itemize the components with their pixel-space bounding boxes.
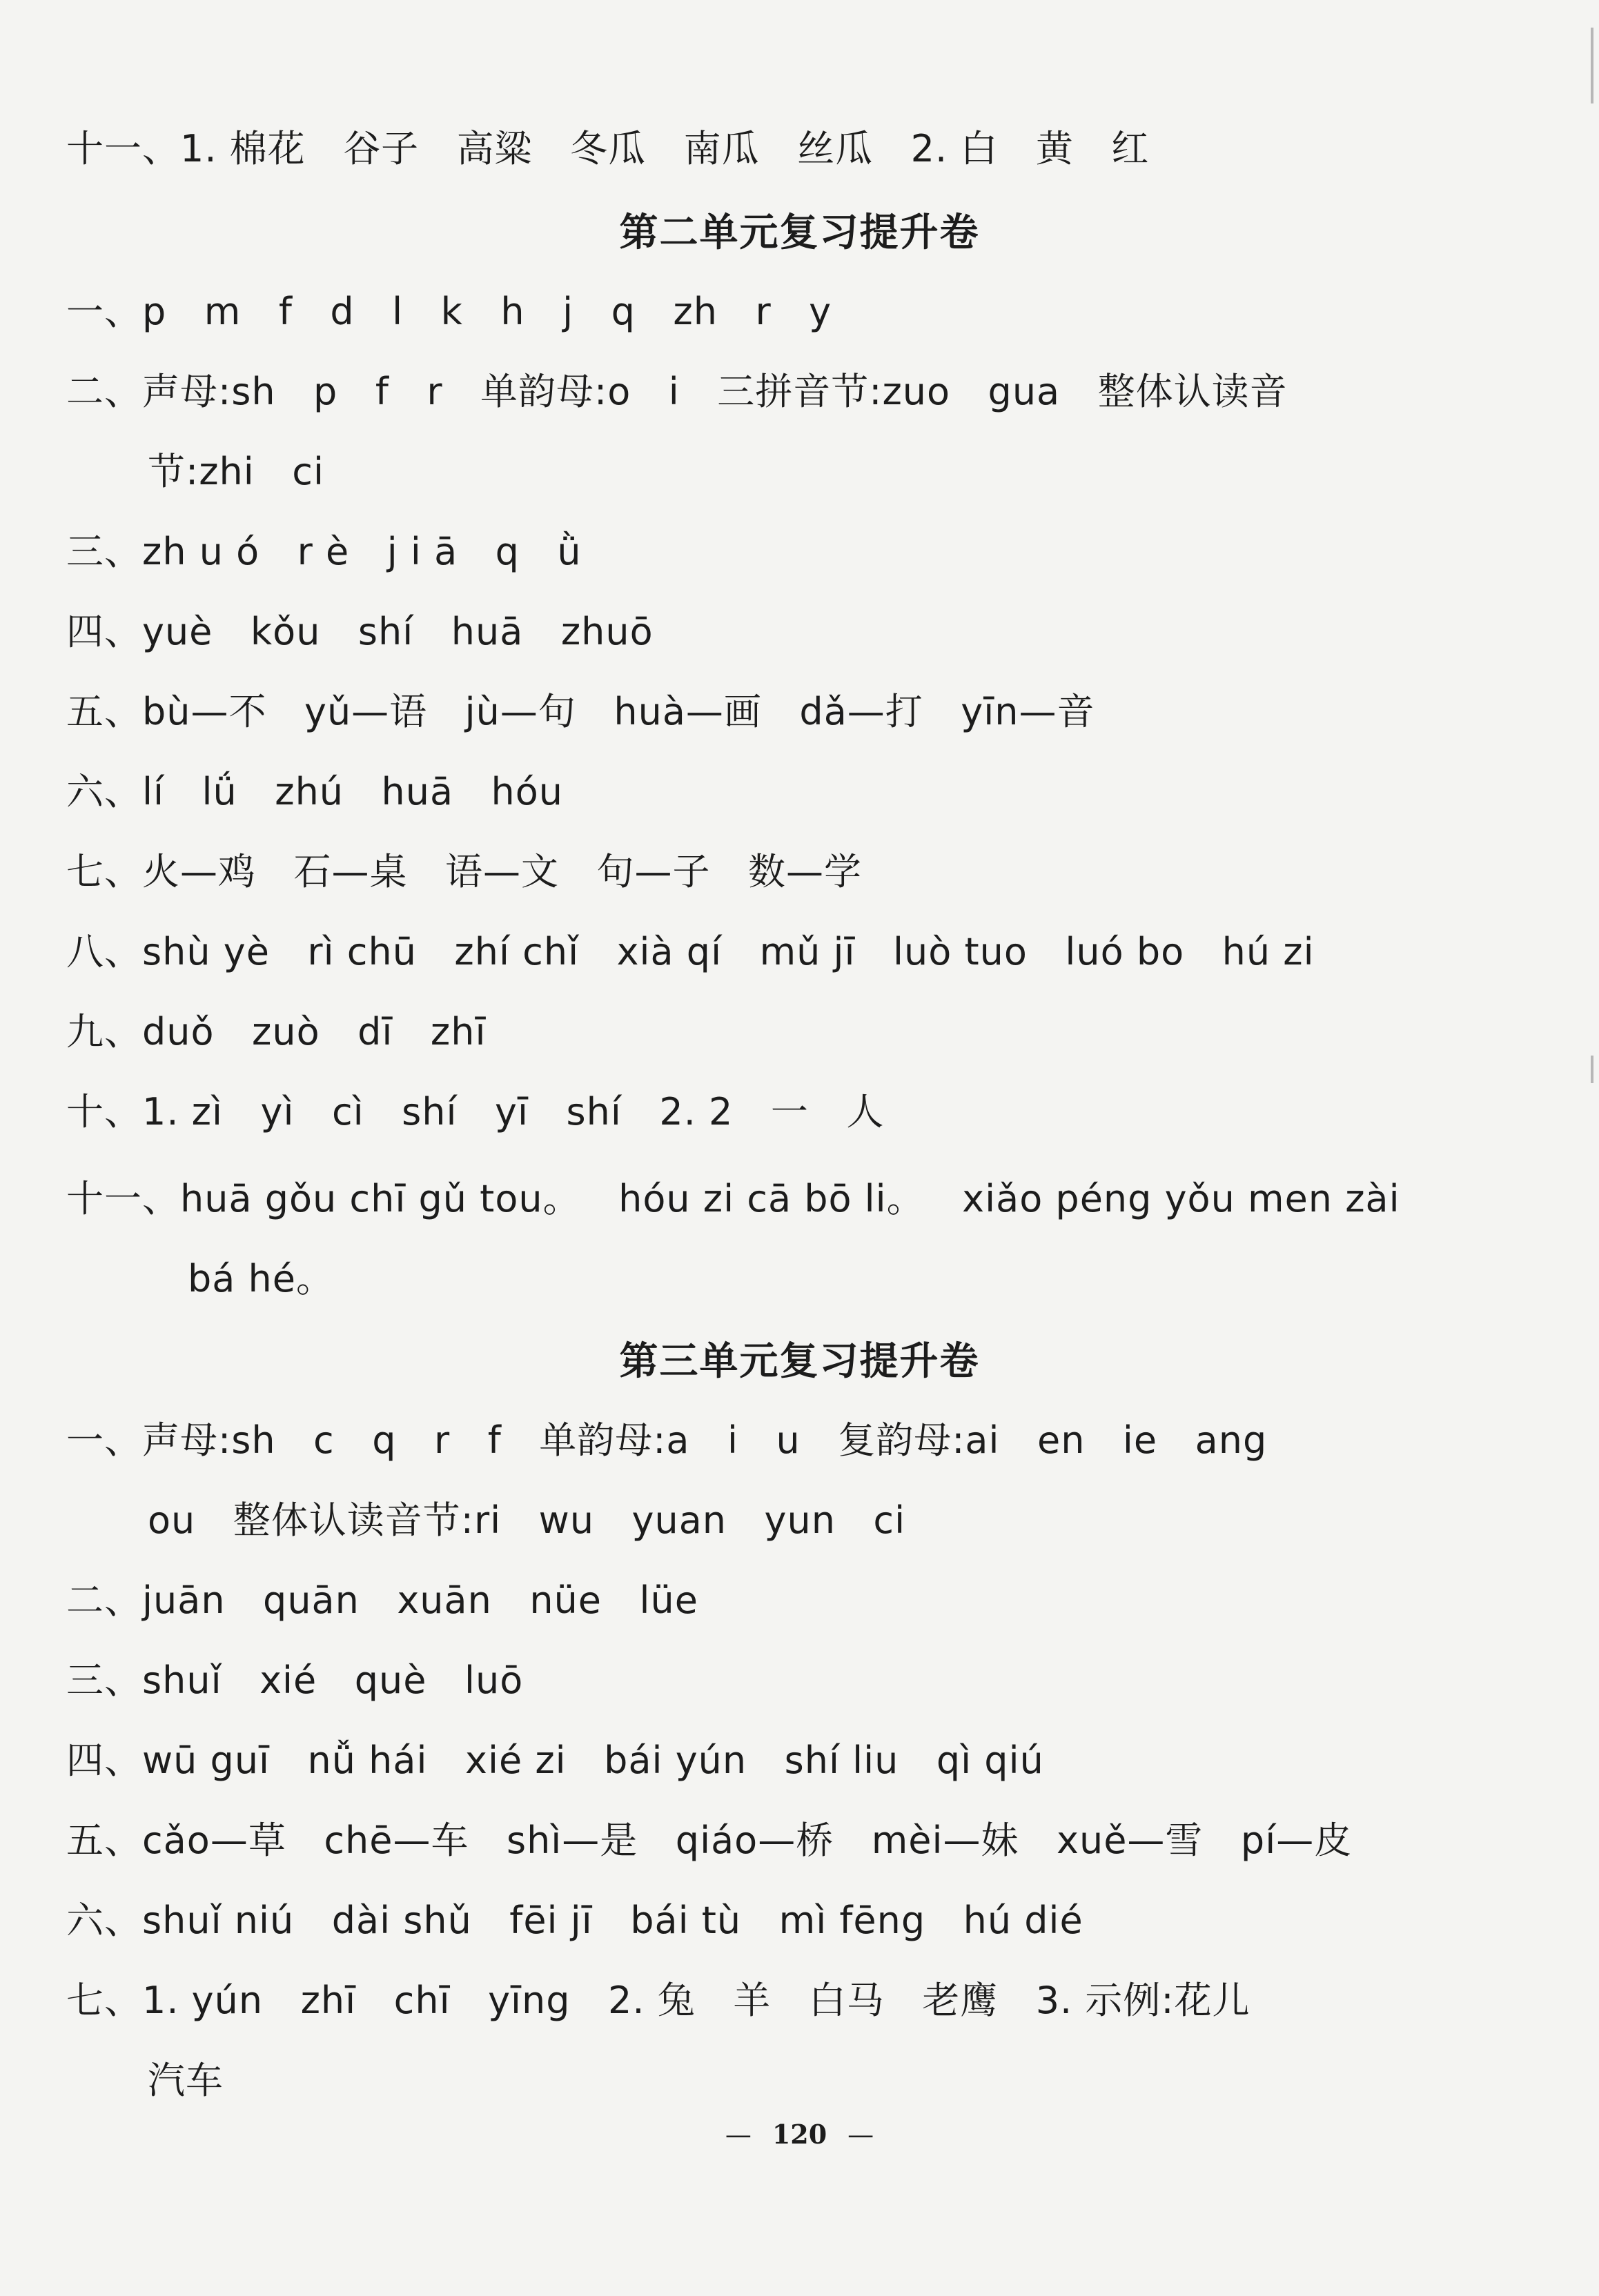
footer-dash-right: — bbox=[847, 2119, 874, 2150]
answer-line-4-unit3: 四、wū guī nǚ hái xié zi bái yún shí liu qì qiú bbox=[66, 1739, 1044, 1782]
answer-line-7-unit3: 七、1. yún zhī chī yīng 2. 兔 羊 白马 老鹰 3. 示例:花儿 bbox=[66, 1979, 1250, 2022]
answer-line-6-unit3: 六、shuǐ niú dài shǔ fēi jī bái tù mì fēng hú dié bbox=[66, 1899, 1083, 1942]
scan-edge-mark bbox=[1591, 1056, 1593, 1083]
page-number: 120 bbox=[772, 2119, 827, 2150]
answer-line-8: 八、shù yè rì chū zhí chǐ xià qí mǔ jī luò tuo luó bo hú zi bbox=[66, 930, 1315, 973]
answer-line-2-continued: 节:zhi ci bbox=[148, 450, 324, 493]
answer-line-7: 七、火—鸡 石—桌 语—文 句—子 数—学 bbox=[66, 850, 862, 893]
page-footer bbox=[0, 2114, 1599, 2155]
answer-line-3-unit3: 三、shuǐ xié què luō bbox=[66, 1659, 524, 1702]
answer-line-11: 十一、huā gǒu chī gǔ tou。 hóu zi cā bō li。 xiǎo péng yǒu men zài bbox=[66, 1177, 1400, 1220]
answer-line-3: 三、zh u ó r è j i ā q ǜ bbox=[66, 530, 582, 573]
answer-line-5-unit3: 五、cǎo—草 chē—车 shì—是 qiáo—桥 mèi—妹 xuě—雪 pí—皮 bbox=[66, 1819, 1353, 1862]
answer-line-11-unit1: 十一、1. 棉花 谷子 高粱 冬瓜 南瓜 丝瓜 2. 白 黄 红 bbox=[66, 127, 1150, 170]
section-heading-unit2: 第二单元复习提升卷 bbox=[619, 210, 980, 255]
answer-line-10: 十、1. zì yì cì shí yī shí 2. 2 一 人 bbox=[66, 1090, 885, 1134]
scan-edge-mark bbox=[1591, 28, 1593, 103]
answer-line-1-unit3: 一、声母:sh c q r f 单韵母:a i u 复韵母:ai en ie ang bbox=[66, 1418, 1268, 1462]
answer-line-1-unit3-continued: ou 整体认读音节:ri wu yuan yun ci bbox=[148, 1498, 906, 1542]
answer-line-7-unit3-continued: 汽车 bbox=[148, 2059, 224, 2102]
section-heading-unit3: 第三单元复习提升卷 bbox=[619, 1338, 980, 1384]
answer-line-2: 二、声母:sh p f r 单韵母:o i 三拼音节:zuo gua 整体认读音 bbox=[66, 370, 1288, 413]
footer-dash-left: — bbox=[725, 2119, 752, 2150]
answer-line-1: 一、p m f d l k h j q zh r y bbox=[66, 290, 832, 333]
answer-line-9: 九、duǒ zuò dī zhī bbox=[66, 1010, 487, 1053]
answer-line-4: 四、yuè kǒu shí huā zhuō bbox=[66, 610, 654, 653]
answer-line-6: 六、lí lǘ zhú huā hóu bbox=[66, 770, 564, 813]
answer-line-5: 五、bù—不 yǔ—语 jù—句 huà—画 dǎ—打 yīn—音 bbox=[66, 690, 1095, 733]
answer-line-11-continued: bá hé。 bbox=[188, 1257, 334, 1300]
answer-line-2-unit3: 二、juān quān xuān nüe lüe bbox=[66, 1578, 698, 1622]
